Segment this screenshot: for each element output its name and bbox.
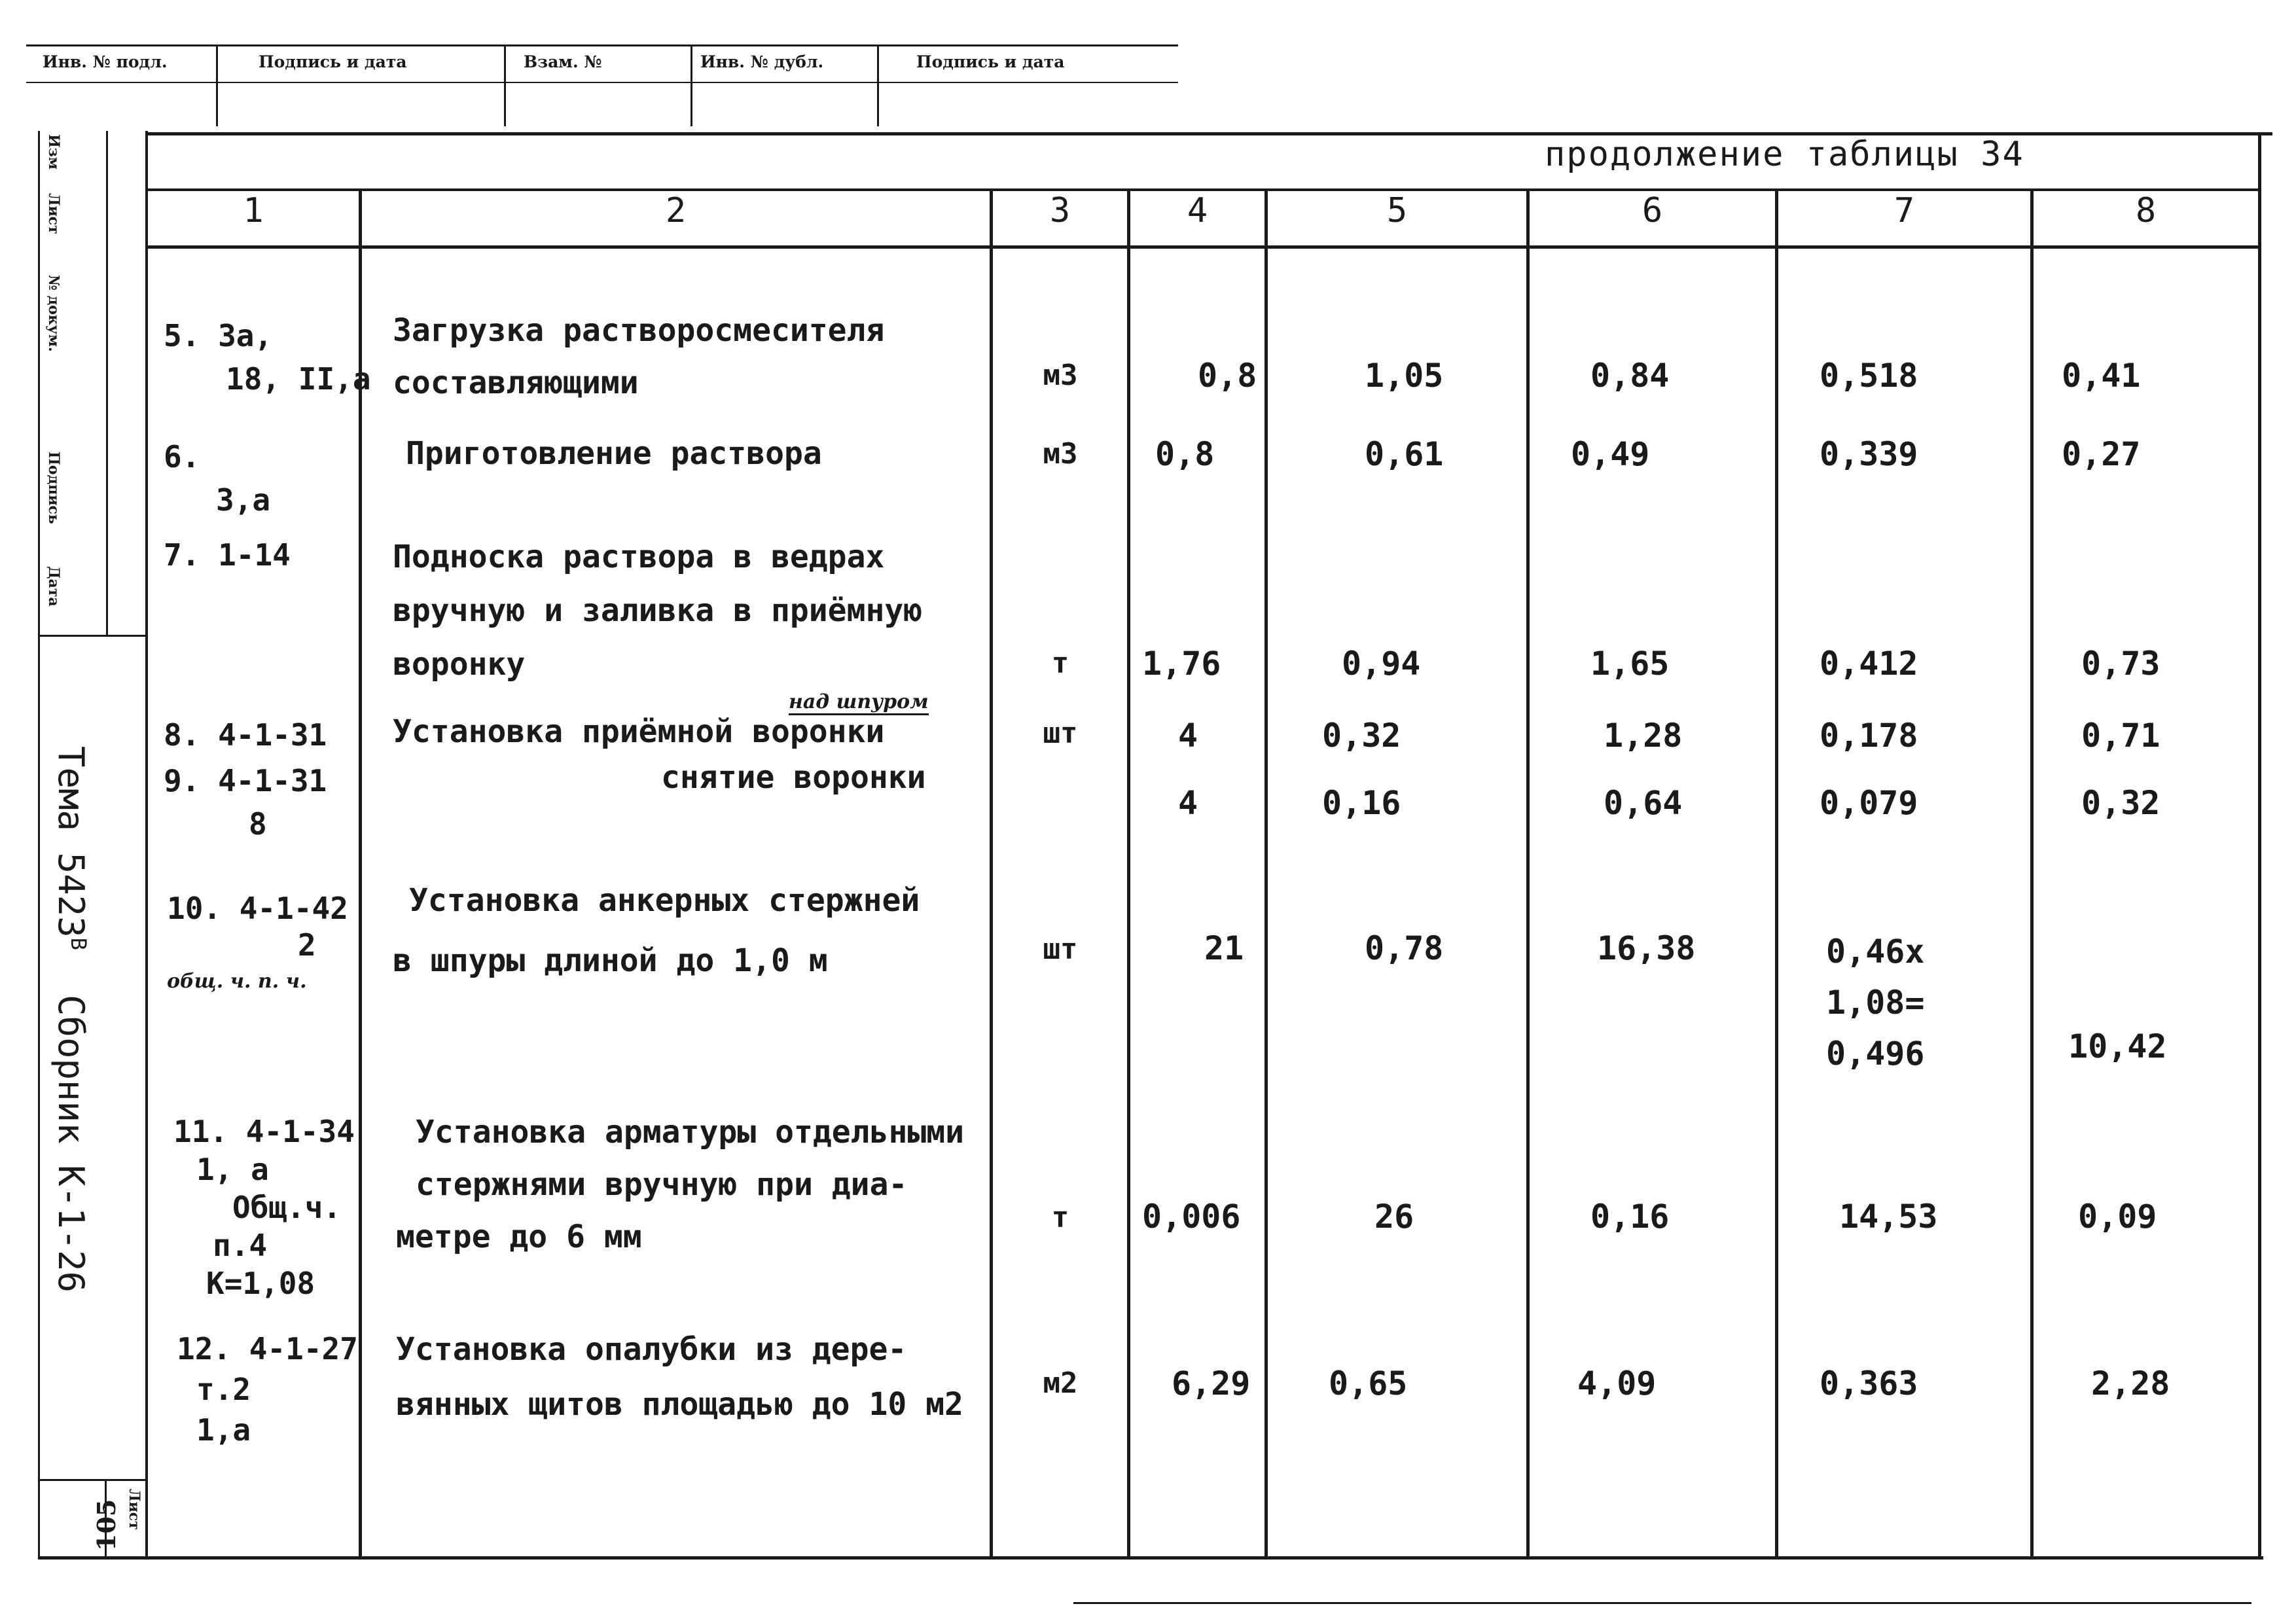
row-value-col6: 1,65 [1590,645,1670,683]
column-number: 4 [1187,191,1208,230]
row-description-line: Загрузка растворосмесителя [393,312,885,349]
row-code: 8. 4-1-31 [164,717,327,753]
row-value-col4: 4 [1178,784,1198,822]
row-code-line: 3,а [216,482,271,518]
row-unit: т [1051,647,1069,680]
row-value-col8: 0,27 [2062,435,2141,473]
row-handwritten-note: над шпуром [789,690,929,715]
row-value-col4: 4 [1178,717,1198,755]
row-description-line: в шпуры длиной до 1,0 м [393,942,828,979]
row-code-line: 10. 4-1-42 [167,891,348,926]
row-value-col7: 14,53 [1839,1198,1938,1236]
side-divider [38,635,147,637]
row-description-line: Подноска раствора в ведрах [393,539,885,575]
frame-right-line [2258,132,2261,1559]
row-value-col8: 0,71 [2081,717,2161,755]
stamp-divider [691,45,692,126]
row-value-col5: 0,61 [1365,435,1444,473]
row-value-col8: 0,73 [2081,645,2161,683]
row-code-line: общ. ч. п. ч. [167,970,307,993]
row-description: Установка приёмной воронки [393,713,885,750]
theme-superscript: В [66,937,91,950]
row-code-line: 2 [298,927,316,963]
row-description-line: воронку [393,646,526,683]
side-label-doc-number: № докум. [45,275,62,352]
row-code-line: 9. 4-1-31 [164,763,327,798]
side-label-signature: Подпись [45,452,62,524]
row-description-line: Установка анкерных стержней [409,882,920,919]
row-unit: т [1051,1201,1069,1234]
row-value-col5: 0,78 [1365,929,1444,967]
side-inner-line [106,131,108,635]
column-number: 5 [1386,191,1408,230]
col-divider [1526,190,1530,1559]
row-value-col5: 0,94 [1342,645,1421,683]
row-description: Приготовление раствора [406,435,822,472]
row-description-line: вручную и заливка в приёмную [393,592,923,629]
header-line [145,245,2261,249]
row-value-col6: 0,84 [1590,357,1670,395]
row-value-col8: 0,09 [2078,1198,2157,1236]
stamp-cell-signature-date: Подпись и дата [259,52,407,71]
column-number: 3 [1049,191,1071,230]
table-caption: продолжение таблицы 34 [1545,135,2024,174]
row-code-line: 5. 3а, [164,318,273,353]
row-value-col4: 21 [1204,929,1244,967]
row-description: снятие воронки [661,759,926,796]
stamp-divider [877,45,879,126]
row-description-line: стержнями вручную при диа- [416,1166,908,1203]
row-value-col6: 16,38 [1597,929,1696,967]
col-divider [1265,190,1268,1559]
row-value-col6: 1,28 [1604,717,1683,755]
row-description-line: вянных щитов площадью до 10 м2 [396,1386,963,1423]
row-value-col4: 0,006 [1142,1198,1241,1236]
col-divider [2030,190,2034,1559]
row-code-line: К=1,08 [206,1266,315,1301]
stamp-cell-inv-original: Инв. № подл. [43,52,168,71]
row-code [164,314,371,401]
row-code: 7. 1-14 [164,537,291,573]
frame-main-left-line [145,131,148,1558]
row-code-line: 8 [249,806,267,842]
row-code-line: т.2 [196,1372,251,1407]
row-code-line: п.4 [213,1228,268,1263]
row-value-col5: 26 [1374,1198,1414,1236]
row-description [393,304,884,409]
row-value-col6: 0,64 [1604,784,1683,822]
sheet-label: Лист [126,1489,143,1530]
row-code-line: 1, а [196,1152,269,1187]
stamp-top-line [26,45,1178,46]
row-unit: м3 [1043,437,1078,471]
row-value-col7: 0,518 [1820,357,1918,395]
row-code [173,1113,355,1302]
row-description-line: Установка опалубки из дере- [396,1331,907,1368]
row-code-line: 12. 4-1-27 [177,1331,358,1366]
row-unit: шт [1043,717,1078,750]
row-value-col8: 0,32 [2081,784,2161,822]
sheet-box-top [38,1479,147,1481]
row-value-col8: 0,41 [2062,357,2141,395]
row-value-col7: 0,363 [1820,1364,1918,1402]
row-code [164,759,327,846]
row-value-col5: 1,05 [1365,357,1444,395]
row-code [167,890,348,1000]
row-unit: м2 [1043,1366,1078,1400]
sheet-number: 105 [92,1499,121,1551]
side-label-change: Изм [45,134,62,169]
row-value-col7: 0,178 [1820,717,1918,755]
col-divider [1775,190,1778,1559]
frame-bottom-line [38,1556,2263,1560]
row-value-col7-line: 1,08= [1826,984,1925,1022]
row-code-line: 1,а [196,1412,251,1448]
column-number: 6 [1641,191,1663,230]
row-value-col7-line: 0,496 [1826,1035,1925,1073]
row-value-col8: 10,42 [2068,1027,2167,1065]
row-value-col4: 0,8 [1198,357,1257,395]
row-description-line: составляющими [393,365,639,401]
row-code [164,435,270,522]
stamp-cell-inv-duplicate: Инв. № дубл. [700,52,824,71]
row-unit: шт [1043,933,1078,966]
row-code-line: 6. [164,439,200,474]
row-value-col5: 0,32 [1322,717,1401,755]
stamp-mid-line [26,82,1178,83]
row-code-line: 11. 4-1-34 [173,1114,355,1149]
row-description [393,870,920,991]
frame-left-line [38,131,40,1558]
col-divider [1127,190,1130,1559]
row-value-col7: 0,412 [1820,645,1918,683]
column-number: 8 [2135,191,2157,230]
row-value-col4: 6,29 [1172,1364,1251,1402]
column-number: 1 [243,191,264,230]
col-divider [990,190,993,1559]
row-value-col6: 0,49 [1571,435,1650,473]
row-unit: м3 [1043,359,1078,392]
row-value-col7: 0,079 [1820,784,1918,822]
stamp-divider [216,45,218,126]
row-value-col7: 0,339 [1820,435,1918,473]
row-value-col4: 1,76 [1142,645,1221,683]
row-value-col8: 2,28 [2091,1364,2170,1402]
row-value-col6: 4,09 [1577,1364,1657,1402]
footer-line [1073,1602,2251,1604]
row-value-col4: 0,8 [1155,435,1215,473]
row-description [396,1322,963,1432]
row-code-line: Общ.ч. [232,1190,342,1225]
side-label-date: Дата [45,566,62,607]
collection-label: Сборник К-1-26 [50,995,92,1293]
row-code-line: 18, II,a [226,361,371,397]
row-description [393,530,922,691]
stamp-cell-signature-date-2: Подпись и дата [916,52,1065,71]
row-value-col7 [1826,926,1925,1079]
row-value-col6: 0,16 [1590,1198,1670,1236]
stamp-cell-replaces: Взам. № [524,52,602,71]
row-description-line: метре до 6 мм [396,1219,642,1255]
side-label-sheet: Лист [45,193,62,234]
stamp-divider [504,45,506,126]
theme-text: Тема 5423 [50,746,92,938]
row-description [396,1106,964,1263]
column-number: 7 [1893,191,1915,230]
theme-label [50,746,92,950]
row-value-col7-line: 0,46х [1826,933,1925,971]
row-code [177,1329,358,1450]
column-number: 2 [665,191,687,230]
row-value-col5: 0,65 [1329,1364,1408,1402]
row-value-col5: 0,16 [1322,784,1401,822]
row-description-line: Установка арматуры отдельными [416,1114,965,1150]
